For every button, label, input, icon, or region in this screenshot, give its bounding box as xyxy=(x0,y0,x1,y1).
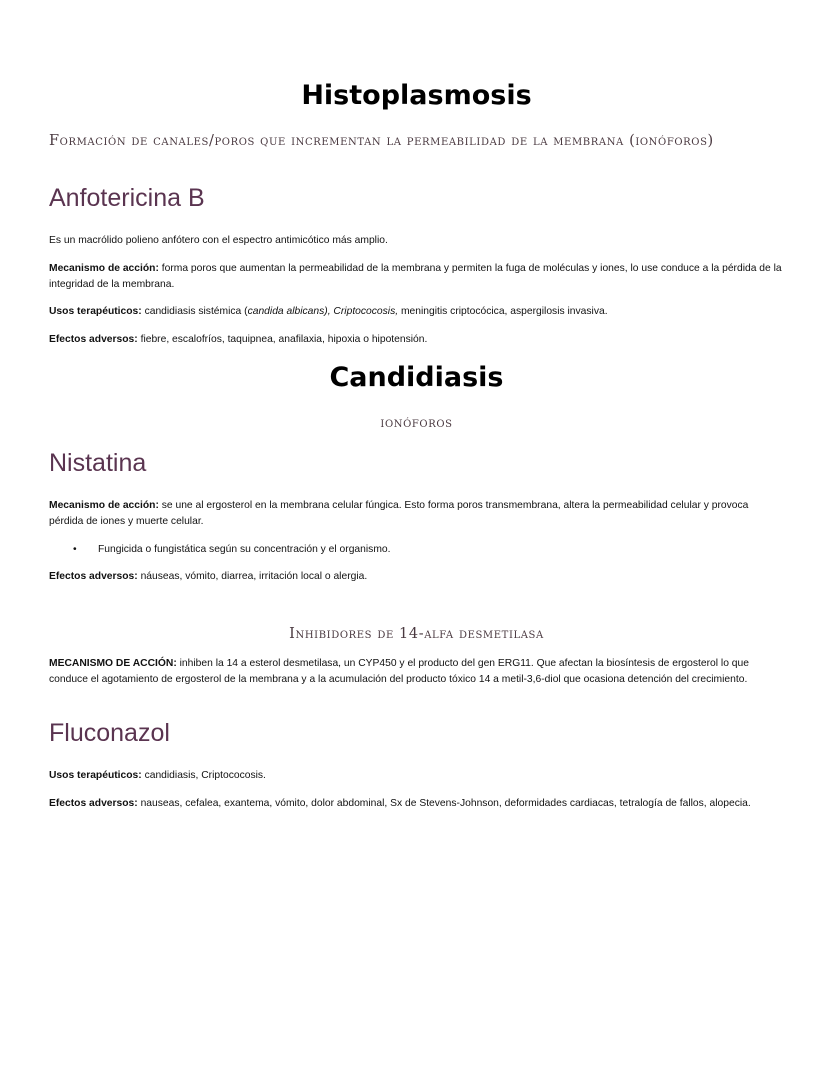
uses-text: candidiasis, Criptococosis. xyxy=(141,770,266,781)
mechanism-label: Mecanismo de acción: xyxy=(49,263,159,274)
mechanism-paragraph xyxy=(49,261,784,293)
uses-paragraph xyxy=(49,768,784,784)
bullet-icon: • xyxy=(73,544,77,555)
adverse-effects-paragraph xyxy=(49,332,784,348)
mechanism-paragraph xyxy=(49,498,784,530)
adverse-effects-paragraph xyxy=(49,569,784,585)
drug-heading-anfotericina-b: Anfotericina B xyxy=(49,184,205,212)
uses-text: candidiasis sistémica ( xyxy=(141,306,248,317)
adverse-effects-text: fiebre, escalofríos, taquipnea, anafilaxia, hipoxia o hipotensión. xyxy=(137,334,428,345)
drug-intro-text: Es un macrólido polieno anfótero con el espectro antimicótico más amplio. xyxy=(49,235,388,246)
mechanism-label: Mecanismo de acción: xyxy=(49,500,159,511)
uses-text-continued: meningitis criptocócica, aspergilosis invasiva. xyxy=(398,306,608,317)
adverse-effects-text: náuseas, vómito, diarrea, irritación local o alergia. xyxy=(137,571,368,582)
drug-heading-fluconazol: Fluconazol xyxy=(49,719,170,747)
category-heading-ionoforos: Formación de canales/poros que incrementan la permeabilidad de la membrana (ionóforos) xyxy=(49,133,714,149)
bullet-list xyxy=(49,542,784,558)
uses-italic-text: candida albicans), Criptococosis, xyxy=(247,306,399,317)
category-heading-inhibidores: Inhibidores de 14-alfa desmetilasa xyxy=(289,626,544,642)
mechanism-label: MECANISMO DE ACCIÓN: xyxy=(49,658,177,669)
drug-heading-nistatina: Nistatina xyxy=(49,449,147,477)
uses-label: Usos terapéuticos: xyxy=(49,306,142,317)
heading-histoplasmosis: Histoplasmosis xyxy=(301,80,532,111)
list-item-text: Fungicida o fungistática según su concentración y el organismo. xyxy=(98,544,391,555)
adverse-effects-paragraph xyxy=(49,796,784,812)
uses-label: Usos terapéuticos: xyxy=(49,770,142,781)
adverse-effects-label: Efectos adversos: xyxy=(49,798,138,809)
mechanism-text: forma poros que aumentan la permeabilidad de la membrana y permiten la fuga de moléculas y iones, lo use conduce a la pérdida de la integridad de la membrana. xyxy=(49,263,782,290)
adverse-effects-label: Efectos adversos: xyxy=(49,571,138,582)
heading-candidiasis: Candidiasis xyxy=(329,362,504,393)
mechanism-paragraph xyxy=(49,656,784,688)
mechanism-text: se une al ergosterol en la membrana celular fúngica. Esto forma poros transmembrana, altera la permeabilidad celular y provoca pérdida de iones y muerte celular. xyxy=(49,500,749,527)
list-item xyxy=(49,542,784,558)
mechanism-text: inhiben la 14 a esterol desmetilasa, un CYP450 y el producto del gen ERG11. Que afectan la biosíntesis de ergosterol lo que conduce el agotamiento de ergosterol de la membrana y a la acumulación del producto tóxico 14 a metil-3,6-diol que ocasiona detención del crecimiento. xyxy=(49,658,749,685)
adverse-effects-label: Efectos adversos: xyxy=(49,334,138,345)
category-heading-ionoforos-2: ionóforos xyxy=(380,415,453,431)
uses-paragraph xyxy=(49,304,784,320)
adverse-effects-text: nauseas, cefalea, exantema, vómito, dolor abdominal, Sx de Stevens-Johnson, deformidades cardiacas, tetralogía de fallos, alopecia. xyxy=(137,798,751,809)
